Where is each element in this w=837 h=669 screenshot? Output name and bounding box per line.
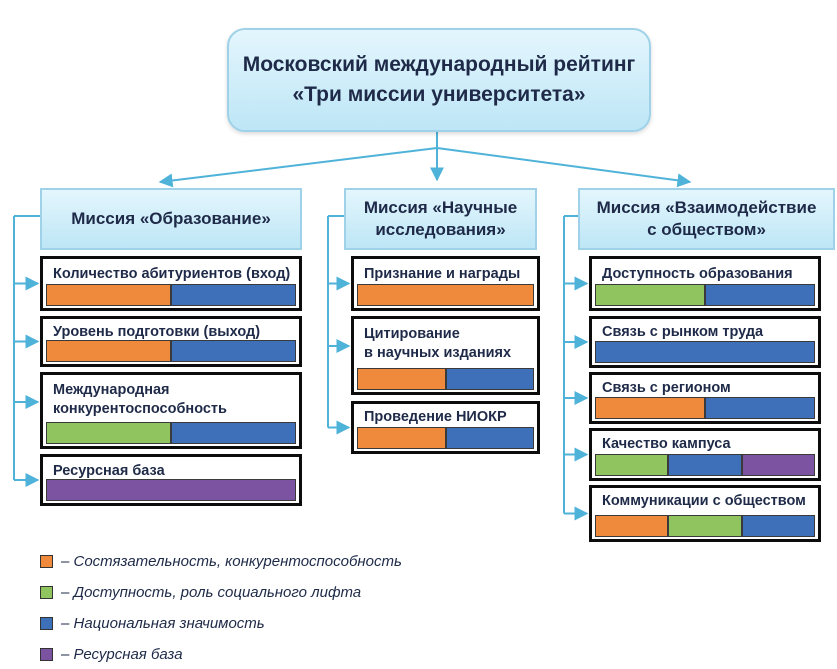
indicator-segment-blue	[446, 427, 535, 449]
criterion-box	[351, 256, 540, 311]
indicator-segment-green	[668, 515, 741, 537]
legend-item-competitiveness	[40, 552, 402, 570]
indicator-segment-blue	[446, 368, 535, 390]
criterion-label-line: Уровень подготовки (выход)	[53, 324, 261, 340]
legend-item-national-significance	[40, 614, 265, 632]
criterion-box	[589, 316, 821, 368]
criterion-label-line: Связь с рынком труда	[602, 324, 764, 340]
indicator-segment-orange	[595, 397, 705, 419]
indicator-segment-orange	[46, 284, 171, 306]
indicator-segment-green	[595, 454, 668, 476]
criterion-box	[40, 316, 302, 367]
indicator-bar-row	[595, 284, 815, 306]
indicator-segment-blue	[705, 284, 815, 306]
indicator-segment-blue	[595, 341, 815, 363]
legend-swatch-green	[40, 586, 53, 599]
indicator-bar-row	[46, 284, 296, 306]
criterion-box	[589, 428, 821, 481]
indicator-segment-blue	[171, 284, 296, 306]
criterion-label-line: Ресурсная база	[53, 463, 165, 479]
criterion-box	[589, 256, 821, 311]
criterion-label	[602, 265, 812, 284]
criterion-label-line: Признание и награды	[364, 266, 521, 282]
legend-label: – Ресурсная база	[61, 645, 183, 663]
rating-title-line-2: «Три миссии университета»	[292, 83, 586, 106]
criterion-label	[364, 408, 531, 427]
mission-title-line: Миссия «Взаимодействие	[596, 198, 817, 217]
criterion-box	[40, 372, 302, 449]
criterion-label-line: Количество абитуриентов (вход)	[53, 266, 291, 282]
mission-title-line: Миссия «Образование»	[71, 209, 271, 228]
criterion-label	[602, 492, 812, 511]
legend-item-resource-base	[40, 645, 183, 663]
indicator-segment-orange	[595, 515, 668, 537]
indicator-segment-purple	[742, 454, 815, 476]
mission-title-line: исследования»	[375, 220, 506, 239]
criterion-box	[40, 454, 302, 506]
indicator-segment-orange	[357, 427, 446, 449]
mission-title-line: Миссия «Научные	[363, 198, 518, 217]
root-to-education-arrow	[160, 148, 437, 182]
criterion-label-line: Доступность образования	[602, 266, 793, 282]
indicator-segment-blue	[171, 340, 296, 362]
criterion-label	[53, 381, 293, 419]
legend-label: – Состязательность, конкурентоспособность	[61, 552, 402, 570]
legend-swatch-purple	[40, 648, 53, 661]
mission-education-header	[40, 188, 302, 250]
indicator-bar-row	[46, 340, 296, 362]
indicator-segment-blue	[705, 397, 815, 419]
criterion-label-line: Качество кампуса	[602, 436, 731, 452]
criterion-label	[602, 435, 812, 454]
indicator-segment-purple	[46, 479, 296, 501]
criterion-label-line: Проведение НИОКР	[364, 409, 507, 425]
criterion-box	[351, 401, 540, 454]
indicator-bar-row	[595, 515, 815, 537]
root-to-society-arrow	[437, 148, 690, 182]
legend-label: – Национальная значимость	[61, 614, 265, 632]
criterion-label-line: конкурентоспособность	[53, 401, 227, 417]
indicator-segment-green	[46, 422, 171, 444]
criterion-box	[40, 256, 302, 311]
criterion-box	[589, 372, 821, 424]
criterion-label	[364, 265, 531, 284]
indicator-bar-row	[357, 427, 534, 449]
indicator-bar-row	[357, 368, 534, 390]
mission-society-header	[578, 188, 835, 250]
criterion-box	[351, 316, 540, 395]
legend-item-accessibility	[40, 583, 361, 601]
criterion-label-line: в научных изданиях	[364, 345, 512, 361]
indicator-bar-row	[46, 479, 296, 501]
criterion-label-line: Коммуникации с обществом	[602, 493, 806, 509]
indicator-segment-orange	[357, 368, 446, 390]
criterion-label-line: Международная	[53, 382, 170, 398]
criterion-label	[53, 265, 293, 284]
criterion-label	[364, 325, 531, 363]
criterion-box	[589, 485, 821, 542]
criterion-label	[602, 379, 812, 398]
indicator-bar-row	[595, 341, 815, 363]
indicator-bar-row	[46, 422, 296, 444]
indicator-bar-row	[357, 284, 534, 306]
rating-title-line-1: Московский международный рейтинг	[242, 53, 636, 76]
rating-title-box	[227, 28, 651, 132]
indicator-bar-row	[595, 397, 815, 419]
indicator-bar-row	[595, 454, 815, 476]
indicator-segment-blue	[171, 422, 296, 444]
criterion-label-line: Цитирование	[364, 326, 460, 342]
indicator-segment-blue	[742, 515, 815, 537]
mission-research-header	[344, 188, 537, 250]
legend-label: – Доступность, роль социального лифта	[61, 583, 362, 601]
criterion-label	[602, 323, 812, 342]
indicator-segment-blue	[668, 454, 741, 476]
indicator-segment-orange	[46, 340, 171, 362]
legend-swatch-orange	[40, 555, 53, 568]
criterion-label-line: Связь с регионом	[602, 380, 731, 396]
indicator-segment-green	[595, 284, 705, 306]
indicator-segment-orange	[357, 284, 534, 306]
mission-title-line: с обществом»	[647, 220, 766, 239]
legend-swatch-blue	[40, 617, 53, 630]
